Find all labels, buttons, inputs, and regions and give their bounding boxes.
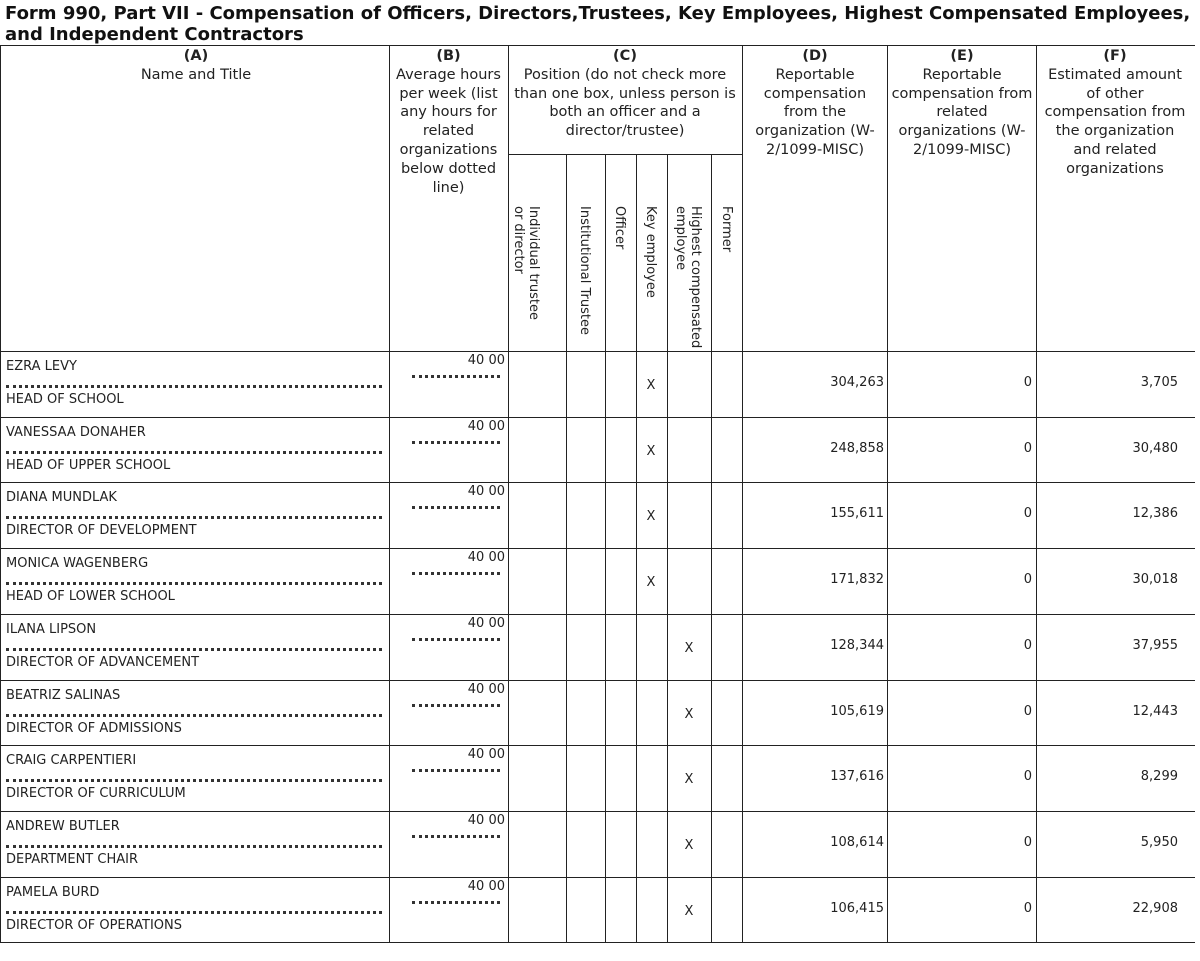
hours-dotted-line (412, 506, 500, 509)
hours-dotted-line (412, 704, 500, 707)
hours-dotted-line (412, 572, 500, 575)
reportable-comp-related: 0 (1023, 506, 1032, 522)
hours-per-week: 40 00 (467, 812, 505, 828)
hours-per-week: 40 00 (467, 747, 505, 763)
person-name: ANDREW BUTLER (6, 818, 120, 834)
other-compensation: 22,908 (1132, 900, 1178, 916)
col-e-header (891, 47, 1033, 160)
hours-dotted-line (412, 638, 500, 641)
person-title: HEAD OF UPPER SCHOOL (6, 457, 171, 473)
position-check-mark: X (684, 772, 694, 788)
reportable-comp-org: 106,415 (830, 900, 884, 916)
name-dotted-line (6, 648, 382, 651)
position-highest-compensated: Highest compensated employee (673, 206, 703, 349)
hours-dotted-line (412, 375, 500, 378)
hours-per-week: 40 00 (467, 615, 505, 631)
form-title: Form 990, Part VII - Compensation of Officers, Directors,Trustees, Key Employees, Highest Compensated Employees, and Independent Contractors (5, 3, 1191, 45)
col-e-f-divider (1036, 45, 1037, 942)
reportable-comp-org: 128,344 (830, 637, 884, 653)
hours-per-week: 40 00 (467, 681, 505, 697)
person-title: DIRECTOR OF DEVELOPMENT (6, 523, 197, 539)
reportable-comp-related: 0 (1023, 769, 1032, 785)
col-c-d-divider (742, 45, 743, 942)
row-bottom-border (0, 482, 1195, 483)
other-compensation: 5,950 (1140, 834, 1178, 850)
other-compensation: 12,386 (1132, 506, 1178, 522)
reportable-comp-related: 0 (1023, 440, 1032, 456)
person-name: VANESSAA DONAHER (6, 424, 146, 440)
position-former: Former (719, 206, 734, 253)
position-subheader-line (508, 154, 742, 155)
person-title: DIRECTOR OF ADVANCEMENT (6, 654, 200, 670)
row-bottom-border (0, 942, 1195, 943)
reportable-comp-org: 137,616 (830, 769, 884, 785)
reportable-comp-org: 248,858 (830, 440, 884, 456)
position-check-mark: X (684, 706, 694, 722)
name-dotted-line (6, 779, 382, 782)
header-bottom-border (0, 351, 1195, 352)
position-check-mark: X (646, 575, 656, 591)
person-name: MONICA WAGENBERG (6, 556, 149, 572)
other-compensation: 3,705 (1140, 375, 1178, 390)
col-b-c-divider (508, 45, 509, 942)
position-check-mark: X (684, 903, 694, 919)
name-dotted-line (6, 385, 382, 388)
col-d-text: Reportable compensation from the organization (W- 2/1099-MISC) (755, 66, 875, 158)
reportable-comp-related: 0 (1023, 375, 1032, 390)
reportable-comp-org: 105,619 (830, 703, 884, 719)
col-e-letter: (E) (950, 48, 974, 64)
reportable-comp-org: 108,614 (830, 834, 884, 850)
row-bottom-border (0, 877, 1195, 878)
col-f-letter: (F) (1103, 48, 1127, 64)
row-bottom-border (0, 680, 1195, 681)
position-check-mark: X (684, 640, 694, 656)
col-b-letter: (B) (436, 48, 461, 64)
reportable-comp-related: 0 (1023, 703, 1032, 719)
name-dotted-line (6, 582, 382, 585)
hours-per-week: 40 00 (467, 484, 505, 500)
person-title: DEPARTMENT CHAIR (6, 851, 138, 867)
other-compensation: 8,299 (1140, 769, 1178, 785)
position-officer: Officer (612, 206, 627, 250)
hours-dotted-line (412, 901, 500, 904)
compensation-table (0, 45, 1195, 942)
reportable-comp-org: 171,832 (830, 572, 884, 588)
col-c-text: Position (do not check more than one box, unless person is both an officer and a director/trustee) (514, 66, 736, 140)
reportable-comp-related: 0 (1023, 834, 1032, 850)
reportable-comp-related: 0 (1023, 900, 1032, 916)
name-dotted-line (6, 516, 382, 519)
person-name: EZRA LEVY (6, 359, 77, 374)
position-check-mark: X (646, 443, 656, 459)
hours-dotted-line (412, 441, 500, 444)
name-dotted-line (6, 451, 382, 454)
col-d-e-divider (887, 45, 888, 942)
position-check-mark: X (646, 509, 656, 525)
position-check-mark: X (646, 378, 656, 393)
reportable-comp-org: 155,611 (830, 506, 884, 522)
hours-dotted-line (412, 769, 500, 772)
person-title: DIRECTOR OF CURRICULUM (6, 786, 186, 802)
col-a-letter: (A) (183, 48, 209, 64)
col-a-header (6, 47, 386, 85)
col-b-text: Average hours per week (list any hours for related organizations below dotted line) (396, 66, 501, 196)
col-c-letter: (C) (613, 48, 637, 64)
position-individual-trustee: Individual trustee or director (511, 206, 541, 320)
hours-per-week: 40 00 (467, 353, 505, 368)
row-bottom-border (0, 548, 1195, 549)
person-name: ILANA LIPSON (6, 621, 97, 637)
other-compensation: 30,018 (1132, 572, 1178, 588)
col-c-header (511, 47, 739, 141)
col-f-text: Estimated amount of other compensation from the organization and related organizations (1044, 66, 1186, 177)
col-d-header (746, 47, 884, 160)
other-compensation: 30,480 (1132, 440, 1178, 456)
person-title: HEAD OF SCHOOL (6, 392, 124, 407)
hours-per-week: 40 00 (467, 878, 505, 894)
reportable-comp-related: 0 (1023, 637, 1032, 653)
position-check-mark: X (684, 837, 694, 853)
person-title: HEAD OF LOWER SCHOOL (6, 589, 175, 605)
person-title: DIRECTOR OF ADMISSIONS (6, 720, 182, 736)
name-dotted-line (6, 911, 382, 914)
person-name: PAMELA BURD (6, 884, 100, 900)
name-dotted-line (6, 845, 382, 848)
person-name: DIANA MUNDLAK (6, 490, 117, 506)
col-a-b-divider (389, 45, 390, 942)
row-bottom-border (0, 614, 1195, 615)
reportable-comp-org: 304,263 (830, 375, 884, 390)
reportable-comp-related: 0 (1023, 572, 1032, 588)
col-e-text: Reportable compensation from related organizations (W- 2/1099-MISC) (891, 66, 1033, 158)
name-dotted-line (6, 714, 382, 717)
hours-per-week: 40 00 (467, 418, 505, 434)
other-compensation: 37,955 (1132, 637, 1178, 653)
position-key-employee: Key employee (643, 206, 658, 298)
col-a-text: Name and Title (140, 66, 252, 83)
hours-dotted-line (412, 835, 500, 838)
table-left-border (0, 45, 1, 942)
col-b-header (392, 47, 505, 197)
person-name: BEATRIZ SALINAS (6, 687, 121, 703)
person-title: DIRECTOR OF OPERATIONS (6, 917, 183, 933)
row-bottom-border (0, 745, 1195, 746)
row-bottom-border (0, 417, 1195, 418)
col-d-letter: (D) (802, 48, 828, 64)
col-f-header (1040, 47, 1190, 179)
row-bottom-border (0, 811, 1195, 812)
position-institutional-trustee: Institutional Trustee (577, 206, 592, 335)
person-name: CRAIG CARPENTIERI (6, 753, 137, 769)
other-compensation: 12,443 (1132, 703, 1178, 719)
hours-per-week: 40 00 (467, 550, 505, 566)
table-top-border (0, 45, 1195, 46)
